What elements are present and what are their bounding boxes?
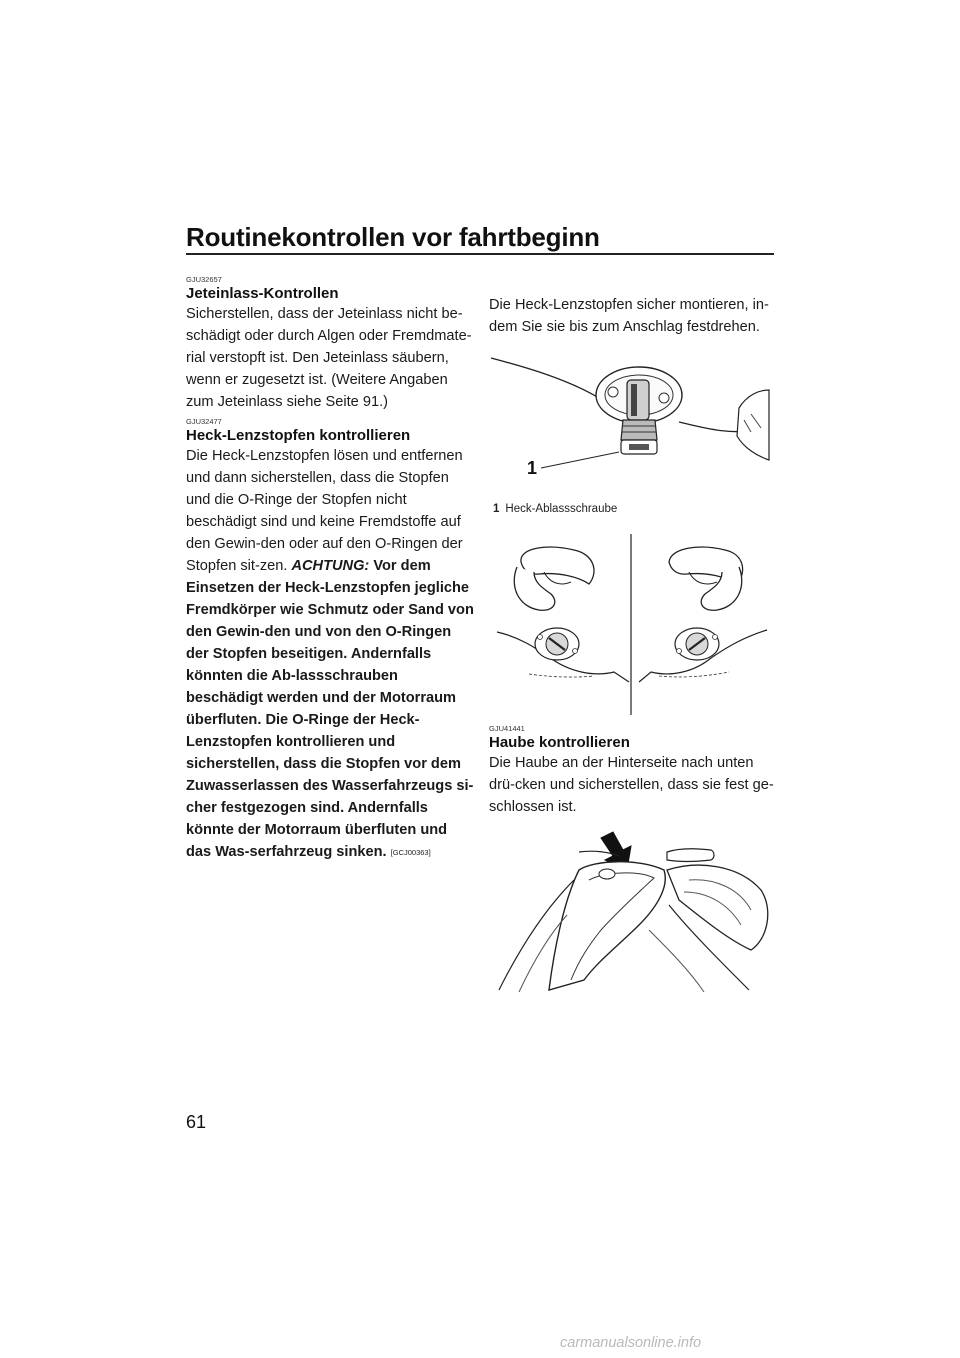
- left-column: [186, 273, 476, 868]
- figure-caption: [493, 503, 617, 515]
- section-body: Sicherstellen, dass der Jeteinlass nicht be-schädigt oder durch Algen oder Fremdmate-rial verstopft ist. Den Jeteinlass säubern, wenn er zugesetzt ist. (Weitere Angaben zum Jeteinlass siehe Seite 91.): [186, 306, 472, 410]
- drain-plug-illustration: [489, 350, 774, 480]
- warning-text: Vor dem Einsetzen der Heck-Lenzstopfen jegliche Fremdkörper wie Schmutz oder Sand von den Gewin-den und von den O-Ringen der Stopfen beseitigen. Andernfalls könnten die Ab-lassschrauben beschädigt werden und der Motorraum überfluten. Die O-Ringe der Heck-Lenzstopfen kontrollieren und sicherstellen, dass die Stopfen vor dem Zuwasserlassen des Wasserfahrzeugs si-cher festgezogen sind. Andernfalls könnte der Motorraum überfluten und das Was-serfahrzeug sinken.: [186, 558, 474, 860]
- section-body-text: Die Heck-Lenzstopfen lösen und entfernen und dann sicherstellen, dass die Stopfen und die O-Ringe der Stopfen nicht beschädigt sind und keine Fremdstoffe auf den Gewin-den oder auf den O-Ringen der Stopfen sit-zen.: [186, 448, 463, 574]
- section-jeteinlass: [186, 275, 476, 413]
- section-heading: Jeteinlass-Kontrollen: [186, 285, 339, 302]
- rear-drain-plugs-illustration: [489, 532, 774, 717]
- right-column-top: [489, 294, 779, 342]
- watermark: carmanualsonline.info: [560, 1335, 702, 1351]
- warning-label: ACHTUNG:: [291, 558, 370, 574]
- section-heck-lenzstopfen: [186, 417, 476, 864]
- right-column-bottom: [489, 722, 779, 822]
- section-code: GJU41441: [489, 724, 525, 733]
- callout-number: 1: [527, 458, 538, 478]
- section-heading: Heck-Lenzstopfen kontrollieren: [186, 427, 411, 444]
- page-title: Routinekontrollen vor fahrtbeginn: [186, 222, 600, 252]
- section-code: GJU32657: [186, 275, 222, 284]
- caption-number: 1: [493, 503, 500, 515]
- section-code: GJU32477: [186, 417, 222, 426]
- section-body: [186, 445, 476, 864]
- install-text: Die Heck-Lenzstopfen sicher montieren, in-dem Sie sie bis zum Anschlag festdrehen.: [489, 297, 769, 335]
- section-body: Die Haube an der Hinterseite nach unten drü-cken und sicherstellen, dass sie fest ge-schlossen ist.: [489, 755, 774, 815]
- section-haube: [489, 724, 779, 818]
- page-number: 61: [186, 1112, 207, 1132]
- caption-text: Heck-Ablassschraube: [505, 503, 618, 515]
- hood-illustration: [489, 830, 774, 995]
- section-heading: Haube kontrollieren: [489, 734, 630, 751]
- warning-reference: [GCJ00363]: [390, 848, 431, 857]
- title-divider: [186, 253, 774, 255]
